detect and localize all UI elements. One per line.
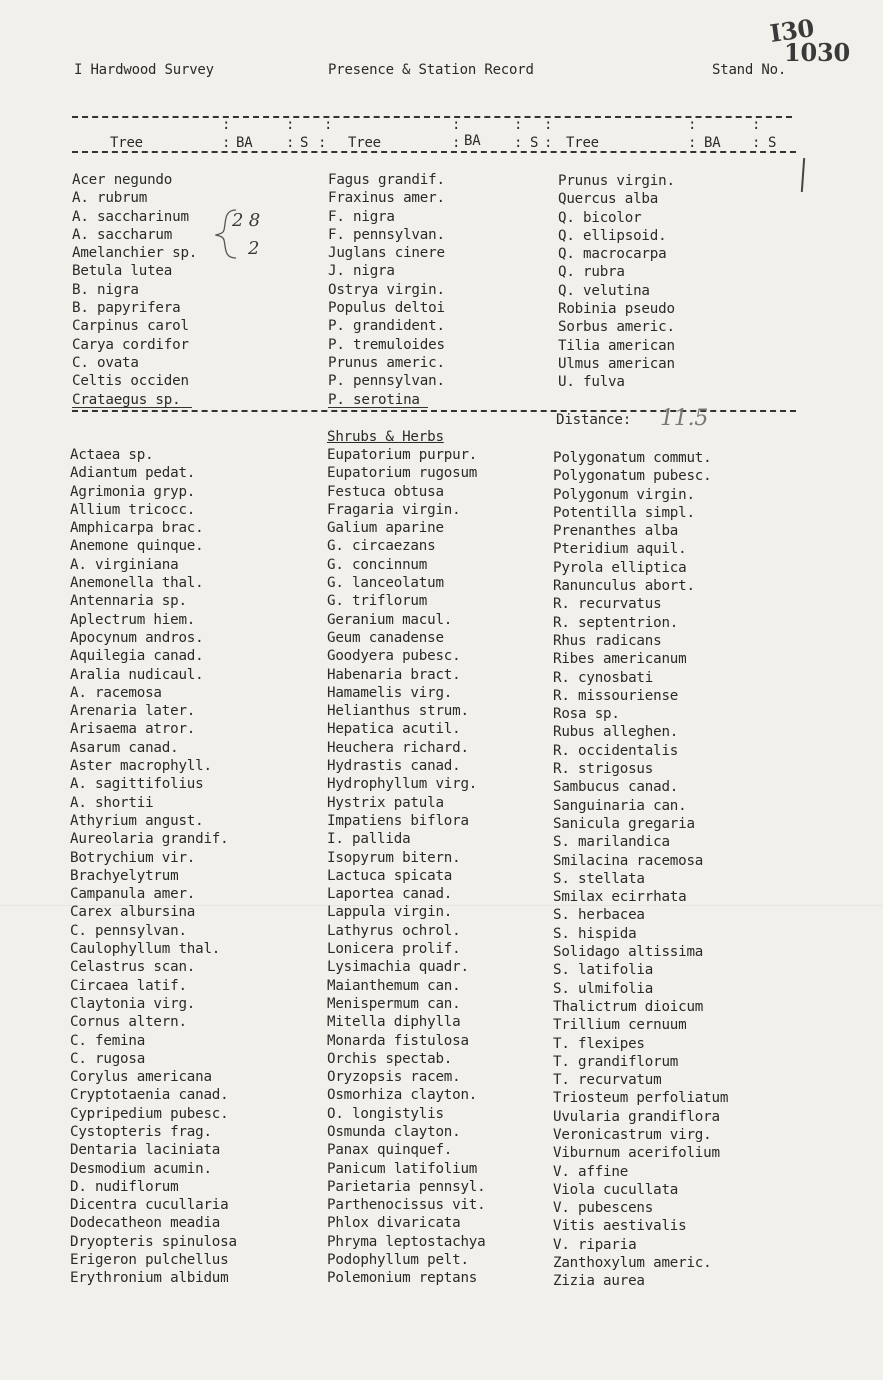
species-entry: Campanula amer. bbox=[70, 886, 196, 903]
species-entry: Hydrophyllum virg. bbox=[327, 776, 478, 793]
species-entry: Carya cordifor bbox=[72, 336, 189, 353]
species-entry: Tilia american bbox=[558, 337, 675, 354]
species-entry: Erigeron pulchellus bbox=[70, 1252, 229, 1269]
stand-label: Stand No. bbox=[712, 62, 787, 78]
species-entry: Acer negundo bbox=[72, 172, 173, 188]
species-entry: Betula lutea bbox=[72, 263, 173, 280]
species-entry: Dryopteris spinulosa bbox=[70, 1233, 237, 1250]
tree-list-col1 bbox=[72, 171, 197, 409]
species-entry: Celastrus scan. bbox=[70, 959, 196, 976]
species-entry: C. ovata bbox=[72, 354, 139, 371]
species-entry: S. ulmifolia bbox=[553, 980, 654, 997]
species-entry: Maianthemum can. bbox=[327, 977, 461, 994]
species-entry: Polygonum virgin. bbox=[553, 486, 695, 503]
species-entry: Sorbus americ. bbox=[558, 319, 675, 336]
species-entry: Athyrium angust. bbox=[70, 812, 204, 829]
species-entry: G. lanceolatum bbox=[327, 575, 444, 592]
species-entry: Actaea sp. bbox=[70, 447, 154, 463]
species-entry: V. affine bbox=[553, 1163, 629, 1180]
species-entry: Fagus grandif. bbox=[328, 172, 445, 188]
species-entry: A. sagittifolius bbox=[70, 776, 204, 793]
species-entry: Sanguinaria can. bbox=[553, 797, 687, 814]
species-entry: Festuca obtusa bbox=[327, 483, 444, 500]
species-entry: Cryptotaenia canad. bbox=[70, 1087, 229, 1104]
species-entry: Panicum latifolium bbox=[327, 1160, 478, 1177]
distance-label: Distance: bbox=[556, 412, 632, 428]
species-entry: Caulophyllum thal. bbox=[70, 941, 221, 958]
species-entry: A. virginiana bbox=[70, 556, 179, 573]
species-entry: Trillium cernuum bbox=[553, 1017, 687, 1034]
species-entry: Ostrya virgin. bbox=[328, 281, 445, 298]
header-top-rule bbox=[72, 116, 792, 118]
species-entry: Fragaria virgin. bbox=[327, 501, 461, 518]
species-entry: Amelanchier sp. bbox=[72, 245, 198, 262]
species-entry: Potentilla simpl. bbox=[553, 504, 695, 521]
species-entry: Isopyrum bitern. bbox=[327, 849, 461, 866]
species-entry: Circaea latif. bbox=[70, 977, 187, 994]
species-entry: R. missouriense bbox=[553, 687, 679, 704]
species-entry: Lactuca spicata bbox=[327, 867, 453, 884]
handwritten-note-28: 2 8 bbox=[232, 210, 261, 231]
species-entry: Lonicera prolif. bbox=[327, 941, 461, 958]
species-entry: Pyrola elliptica bbox=[553, 559, 687, 576]
species-entry: Eupatorium purpur. bbox=[327, 447, 478, 463]
distance-value: 11.5 bbox=[660, 406, 709, 431]
col-header-ba-1: BA bbox=[236, 135, 253, 151]
species-entry: O. longistylis bbox=[327, 1105, 444, 1122]
species-entry: Rubus alleghen. bbox=[553, 724, 679, 741]
species-entry: Smilacina racemosa bbox=[553, 852, 704, 869]
species-entry: D. nudiflorum bbox=[70, 1178, 179, 1195]
species-entry: Helianthus strum. bbox=[327, 703, 469, 720]
species-entry: Polygonatum commut. bbox=[553, 450, 712, 466]
species-entry: V. riparia bbox=[553, 1236, 637, 1253]
species-entry: P. pennsylvan. bbox=[328, 373, 445, 390]
species-entry: R. septentrion. bbox=[553, 614, 679, 631]
species-entry: Parietaria pennsyl. bbox=[327, 1178, 486, 1195]
species-entry: Habenaria bract. bbox=[327, 666, 461, 683]
tree-list-col3 bbox=[558, 172, 675, 392]
species-entry: Carex albursina bbox=[70, 904, 196, 921]
species-entry: Polemonium reptans bbox=[327, 1270, 478, 1287]
species-entry: S. marilandica bbox=[553, 834, 670, 851]
species-entry: Parthenocissus vit. bbox=[327, 1197, 486, 1214]
species-entry: C. femina bbox=[70, 1032, 146, 1049]
species-entry: Osmorhiza clayton. bbox=[327, 1087, 478, 1104]
col-header-s-2: S bbox=[530, 135, 539, 151]
species-entry: A. saccharinum bbox=[72, 208, 189, 225]
species-entry: Ribes americanum bbox=[553, 651, 687, 668]
species-entry: Aureolaria grandif. bbox=[70, 831, 229, 848]
herb-list-col3 bbox=[553, 449, 728, 1291]
species-entry: Anemonella thal. bbox=[70, 575, 204, 592]
record-title: Presence & Station Record bbox=[328, 62, 534, 78]
species-entry: P. tremuloides bbox=[328, 336, 445, 353]
species-entry: J. nigra bbox=[328, 263, 395, 280]
species-entry: Fraxinus amer. bbox=[328, 190, 445, 207]
species-entry: Anemone quinque. bbox=[70, 538, 204, 555]
species-entry: Panax quinquef. bbox=[327, 1142, 453, 1159]
species-entry: Quercus alba bbox=[558, 191, 659, 208]
species-entry: Hystrix patula bbox=[327, 794, 444, 811]
species-entry: B. nigra bbox=[72, 281, 139, 298]
col-header-s-1: S bbox=[300, 135, 309, 151]
species-entry: Dodecatheon meadia bbox=[70, 1215, 221, 1232]
species-entry: Cypripedium pubesc. bbox=[70, 1105, 229, 1122]
species-entry: Antennaria sp. bbox=[70, 593, 187, 610]
species-entry: C. pennsylvan. bbox=[70, 922, 187, 939]
species-entry: Zizia aurea bbox=[553, 1273, 645, 1290]
species-entry: Claytonia virg. bbox=[70, 995, 196, 1012]
species-entry: Lathyrus ochrol. bbox=[327, 922, 461, 939]
species-entry: Agrimonia gryp. bbox=[70, 483, 196, 500]
species-entry: Adiantum pedat. bbox=[70, 465, 196, 482]
species-entry: Rosa sp. bbox=[553, 706, 620, 723]
species-entry: I. pallida bbox=[327, 831, 411, 848]
species-entry: Amphicarpa brac. bbox=[70, 520, 204, 537]
species-entry: R. recurvatus bbox=[553, 596, 662, 613]
species-entry: F. pennsylvan. bbox=[328, 226, 445, 243]
survey-title: I Hardwood Survey bbox=[74, 62, 214, 78]
species-entry: Prunus virgin. bbox=[558, 173, 675, 189]
species-entry: A. racemosa bbox=[70, 684, 162, 701]
species-entry: Geum canadense bbox=[327, 629, 444, 646]
species-entry: U. fulva bbox=[558, 374, 625, 391]
species-entry: Vitis aestivalis bbox=[553, 1218, 687, 1235]
species-entry: Heuchera richard. bbox=[327, 739, 469, 756]
species-entry: Cornus altern. bbox=[70, 1014, 187, 1031]
species-entry: Hamamelis virg. bbox=[327, 684, 453, 701]
species-entry: Q. ellipsoid. bbox=[558, 227, 667, 244]
species-entry: Allium tricocc. bbox=[70, 501, 196, 518]
species-entry: Orchis spectab. bbox=[327, 1050, 453, 1067]
stand-number-bottom: 1030 bbox=[784, 38, 850, 67]
species-entry: Brachyelytrum bbox=[70, 867, 179, 884]
species-entry: Rhus radicans bbox=[553, 632, 662, 649]
species-entry: S. stellata bbox=[553, 870, 645, 887]
species-entry: Ulmus american bbox=[558, 355, 675, 372]
species-entry: Aquilegia canad. bbox=[70, 648, 204, 665]
species-entry: Thalictrum dioicum bbox=[553, 998, 704, 1015]
species-entry: Celtis occiden bbox=[72, 373, 189, 390]
species-entry: Cystopteris frag. bbox=[70, 1123, 212, 1140]
species-entry: Arisaema atror. bbox=[70, 721, 196, 738]
species-entry: Podophyllum pelt. bbox=[327, 1252, 469, 1269]
species-entry: Arenaria later. bbox=[70, 703, 196, 720]
col-header-s-3: S bbox=[768, 135, 777, 151]
species-entry: Crataegus sp. bbox=[72, 391, 181, 408]
species-entry: Uvularia grandiflora bbox=[553, 1108, 720, 1125]
species-entry: Laportea canad. bbox=[327, 886, 453, 903]
species-entry: Apocynum andros. bbox=[70, 629, 204, 646]
species-entry: Osmunda clayton. bbox=[327, 1123, 461, 1140]
species-entry: G. concinnum bbox=[327, 556, 428, 573]
species-entry: Dentaria laciniata bbox=[70, 1142, 221, 1159]
species-entry: Mitella diphylla bbox=[327, 1014, 461, 1031]
species-entry: Oryzopsis racem. bbox=[327, 1069, 461, 1086]
survey-form-page: I Hardwood Survey Presence & Station Record Stand No. I30 1030 : : : : : : : : Tree : BA : S : Tree : BA : S : Tree : BA : S Acer negundo A. rubrum A. saccharinum A. saccharum Amelanchier sp. Betula lutea B. nigra B. papyrifera Carpinus carol Carya cordifor C. ovata Celtis occiden Crataegus sp. Fagus grandif. Fraxinus amer. F. nigra F. pennsylvan. Juglans cinere J. nigra Ostrya virgin. Populus deltoi P. grandident. P. tremuloides Prunus americ. P. pennsylvan. P. serotina Prunus virgin. Quercus alba Q. bicolor Q. ellipsoid. Q. macrocarpa Q. rubra Q. velutina Robinia pseudo Sorbus americ. Tilia american Ulmus american U. fulva 2 8 2 Distance: 11.5 Shrubs & Herbs Actaea sp. Adiantum pedat. Agrimonia gryp. Allium tricocc. Amphicarpa brac. Anemone quinque. A. virginiana Anemonella thal. Antennaria sp. Aplectrum hiem. Apocynum andros. Aquilegia canad. Aralia nudicaul. A. racemosa Arenaria later. Arisaema atror. Asarum canad. Aster macrophyll. A. sagittifolius A. shortii Athyrium angust. Aureolaria grandif. Botrychium vir. Brachyelytrum Campanula amer. Carex albursina C. pennsylvan. Caulophyllum thal. Celastrus scan. Circaea latif. Claytonia virg. Cornus altern. C. femina C. rugosa Corylus americana Cryptotaenia canad. Cypripedium pubesc. Cystopteris frag. Dentaria laciniata Desmodium acumin. D. nudiflorum Dicentra cucullaria Dodecatheon meadia Dryopteris spinulosa Erigeron pulchellus Erythronium albidum Eupatorium purpur. Eupatorium rugosum Festuca obtusa Fragaria virgin. Galium aparine G. circaezans G. concinnum G. lanceolatum G. triflorum Geranium macul. Geum canadense Goodyera pubesc. Habenaria bract. Hamamelis virg. Helianthus strum. Hepatica acutil. Heuchera richard. Hydrastis canad. Hydrophyllum virg. Hystrix patula Impatiens biflora I. pallida Isopyrum bitern. Lactuca spicata Laportea canad. Lappula virgin. Lathyrus ochrol. Lonicera prolif. Lysimachia quadr. Maianthemum can. Menispermum can. Mitella diphylla Monarda fistulosa Orchis spectab. Oryzopsis racem. Osmorhiza clayton. O. longistylis Osmunda clayton. Panax quinquef. Panicum latifolium Parietaria pennsyl. Parthenocissus vit. Phlox divaricata Phryma leptostachya Podophyllum pelt. Polemonium reptans Polygonatum commut. Polygonatum pubesc. Polygonum virgin. Potentilla simpl. Prenanthes alba Pteridium aquil. Pyrola elliptica Ranunculus abort. R. recurvatus R. septentrion. Rhus radicans Ribes americanum R. cynosbati R. missouriense Rosa sp. Rubus alleghen. R. occidentalis R. strigosus Sambucus canad. Sanguinaria can. Sanicula gregaria S. marilandica Smilacina racemosa S. stellata Smilax ecirrhata S. herbacea S. hispida Solidago altissima S. latifolia S. ulmifolia Thalictrum dioicum Trillium cernuum T. flexipes T. grandiflorum T. recurvatum Triosteum perfoliatum Uvularia grandiflora Veronicastrum virg. Viburnum acerifolium V. affine Viola cucullata V. pubescens Vitis aestivalis V. riparia Zanthoxylum americ. Zizia aurea bbox=[0, 0, 883, 1380]
species-entry: Viola cucullata bbox=[553, 1181, 679, 1198]
species-entry: Goodyera pubesc. bbox=[327, 648, 461, 665]
col-header-ba-2: BA bbox=[464, 133, 481, 149]
species-entry: Veronicastrum virg. bbox=[553, 1126, 712, 1143]
species-entry: Q. bicolor bbox=[558, 209, 642, 226]
species-entry: Hydrastis canad. bbox=[327, 758, 461, 775]
stand-number-top: I30 bbox=[768, 13, 816, 48]
species-entry: P. serotina bbox=[328, 391, 420, 408]
species-entry: Geranium macul. bbox=[327, 611, 453, 628]
col-header-tree-1: Tree bbox=[110, 135, 143, 151]
species-entry: Juglans cinere bbox=[328, 245, 445, 262]
species-entry: A. rubrum bbox=[72, 190, 148, 207]
species-entry: R. strigosus bbox=[553, 761, 654, 778]
species-entry: V. pubescens bbox=[553, 1200, 654, 1217]
species-entry: Solidago altissima bbox=[553, 944, 704, 961]
species-entry: Monarda fistulosa bbox=[327, 1032, 469, 1049]
species-entry: Aster macrophyll. bbox=[70, 758, 212, 775]
species-entry: F. nigra bbox=[328, 208, 395, 225]
species-entry: Dicentra cucullaria bbox=[70, 1197, 229, 1214]
species-entry: Corylus americana bbox=[70, 1069, 212, 1086]
species-entry: Hepatica acutil. bbox=[327, 721, 461, 738]
species-entry: Desmodium acumin. bbox=[70, 1160, 212, 1177]
species-entry: Lysimachia quadr. bbox=[327, 959, 469, 976]
handwritten-note-2: 2 bbox=[248, 238, 260, 259]
species-entry: Phlox divaricata bbox=[327, 1215, 461, 1232]
species-entry: Carpinus carol bbox=[72, 318, 189, 335]
species-entry: T. flexipes bbox=[553, 1035, 645, 1052]
species-entry: Menispermum can. bbox=[327, 995, 461, 1012]
species-entry: R. cynosbati bbox=[553, 669, 654, 686]
species-entry: Viburnum acerifolium bbox=[553, 1145, 720, 1162]
col-header-tree-3: Tree bbox=[566, 135, 599, 151]
species-entry: Lappula virgin. bbox=[327, 904, 453, 921]
herb-list-col2 bbox=[327, 446, 486, 1288]
tree-list-col2 bbox=[328, 171, 445, 409]
species-entry: Erythronium albidum bbox=[70, 1270, 229, 1287]
species-entry: T. grandiflorum bbox=[553, 1053, 679, 1070]
species-entry: T. recurvatum bbox=[553, 1072, 662, 1089]
species-entry: Phryma leptostachya bbox=[327, 1233, 486, 1250]
pencil-mark bbox=[801, 158, 805, 192]
species-entry: Sambucus canad. bbox=[553, 779, 679, 796]
species-entry: S. latifolia bbox=[553, 962, 654, 979]
species-entry: A. shortii bbox=[70, 794, 154, 811]
species-entry: Polygonatum pubesc. bbox=[553, 468, 712, 485]
species-entry: Zanthoxylum americ. bbox=[553, 1255, 712, 1272]
species-entry: Aplectrum hiem. bbox=[70, 611, 196, 628]
species-entry: Q. macrocarpa bbox=[558, 246, 667, 263]
species-entry: R. occidentalis bbox=[553, 742, 679, 759]
species-entry: Prenanthes alba bbox=[553, 523, 679, 540]
species-entry: S. herbacea bbox=[553, 907, 645, 924]
species-entry: Q. velutina bbox=[558, 282, 650, 299]
species-entry: G. triflorum bbox=[327, 593, 428, 610]
col-header-ba-3: BA bbox=[704, 135, 721, 151]
species-entry: Aralia nudicaul. bbox=[70, 666, 204, 683]
species-entry: Galium aparine bbox=[327, 520, 444, 537]
species-entry: Triosteum perfoliatum bbox=[553, 1090, 729, 1107]
species-entry: Ranunculus abort. bbox=[553, 578, 695, 595]
species-entry: Pteridium aquil. bbox=[553, 541, 687, 558]
shrubs-herbs-heading: Shrubs & Herbs bbox=[327, 429, 444, 445]
species-entry: C. rugosa bbox=[70, 1050, 146, 1067]
species-entry: Botrychium vir. bbox=[70, 849, 196, 866]
species-entry: Impatiens biflora bbox=[327, 812, 469, 829]
species-entry: Prunus americ. bbox=[328, 354, 445, 371]
species-entry: Robinia pseudo bbox=[558, 301, 675, 318]
species-entry: Eupatorium rugosum bbox=[327, 465, 478, 482]
species-entry: Populus deltoi bbox=[328, 300, 445, 317]
species-entry: P. grandident. bbox=[328, 318, 445, 335]
species-entry: A. saccharum bbox=[72, 226, 173, 243]
species-entry: Asarum canad. bbox=[70, 739, 179, 756]
species-entry: G. circaezans bbox=[327, 538, 436, 555]
species-entry: Sanicula gregaria bbox=[553, 815, 695, 832]
species-entry: Smilax ecirrhata bbox=[553, 889, 687, 906]
species-entry: Q. rubra bbox=[558, 264, 625, 281]
species-entry: B. papyrifera bbox=[72, 300, 181, 317]
col-header-tree-2: Tree bbox=[348, 135, 381, 151]
herb-list-col1 bbox=[70, 446, 237, 1288]
species-entry: S. hispida bbox=[553, 925, 637, 942]
